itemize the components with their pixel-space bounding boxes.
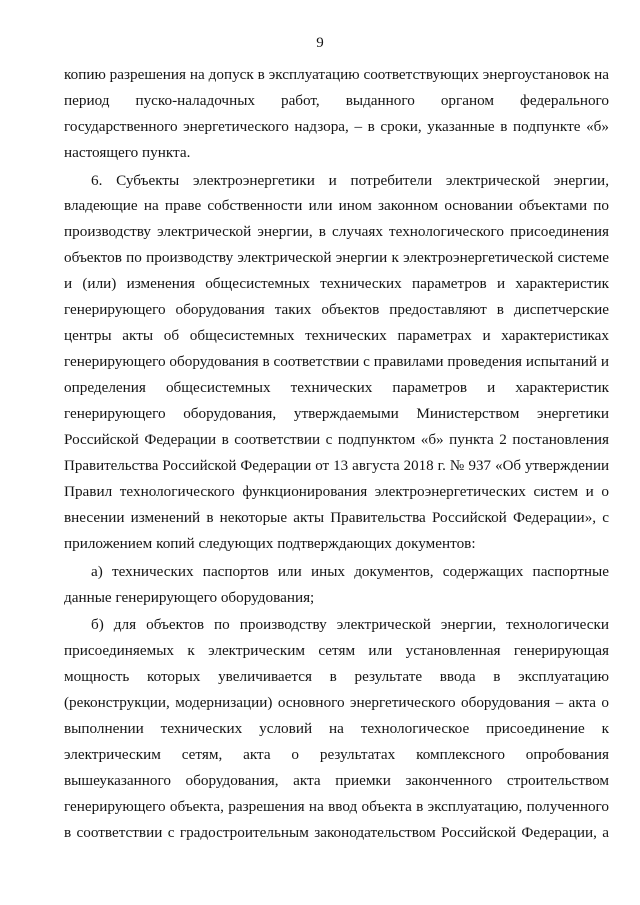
text-line: объектов по производству электрической энергии к электроэнергетической системе (64, 249, 609, 266)
text-line: производству электрической энергии, в случаях технологического присоединения (64, 223, 609, 240)
text-line: государственного энергетического надзора, – в сроки, указанные в подпункте «б» (64, 118, 609, 135)
text-line: генерирующего оборудования в соответствии с правилами проведения испытаний и (64, 353, 609, 370)
page-number: 9 (316, 35, 324, 51)
text-line: период пуско-наладочных работ, выданного органом федерального (64, 92, 609, 109)
text-line: вышеуказанного оборудования, акта приемки законченного строительством (64, 772, 609, 789)
text-line: центры акты об общесистемных технических параметрах и характеристиках (64, 327, 609, 344)
text-line: Правил технологического функционирования электроэнергетических систем и о (64, 483, 609, 500)
text-line: а) технических паспортов или иных документов, содержащих паспортные (91, 563, 609, 580)
text-line: мощность которых увеличивается в результате ввода в эксплуатацию (64, 668, 609, 685)
text-line: генерирующего оборудования, утверждаемыми Министерством энергетики (64, 405, 609, 422)
text-line: Российской Федерации в соответствии с подпунктом «б» пункта 2 постановления (64, 431, 609, 448)
text-line: настоящего пункта. (64, 144, 191, 161)
text-line: электрическим сетям, акта о результатах комплексного опробования (64, 746, 609, 763)
text-line: генерирующего оборудования таких объектов предоставляют в диспетчерские (64, 301, 609, 318)
text-line: данные генерирующего оборудования; (64, 589, 315, 606)
text-line: б) для объектов по производству электрической энергии, технологически (91, 616, 609, 633)
text-line: копию разрешения на допуск в эксплуатацию соответствующих энергоустановок на (64, 66, 609, 83)
text-line: присоединяемых к электрическим сетям или установленная генерирующая (64, 642, 609, 659)
text-line: и (или) изменения общесистемных технических параметров и характеристик (64, 275, 609, 292)
text-line: 6. Субъекты электроэнергетики и потребители электрической энергии, (91, 172, 609, 189)
text-line: Правительства Российской Федерации от 13 августа 2018 г. № 937 «Об утверждении (64, 458, 609, 474)
text-line: в соответствии с градостроительным законодательством Российской Федерации, а (64, 824, 609, 841)
text-line: выполнении технических условий на технологическое присоединение к (64, 720, 609, 737)
text-line: (реконструкции, модернизации) основного энергетического оборудования – акта о (64, 694, 609, 711)
text-line: владеющие на праве собственности или ином законном основании объектами по (64, 197, 609, 214)
text-line: внесении изменений в некоторые акты Правительства Российской Федерации», с (64, 509, 609, 526)
text-line: приложением копий следующих подтверждающих документов: (64, 535, 476, 552)
text-line: генерирующего объекта, разрешения на ввод объекта в эксплуатацию, полученного (64, 798, 609, 815)
text-line: определения общесистемных технических параметров и характеристик (64, 379, 609, 396)
